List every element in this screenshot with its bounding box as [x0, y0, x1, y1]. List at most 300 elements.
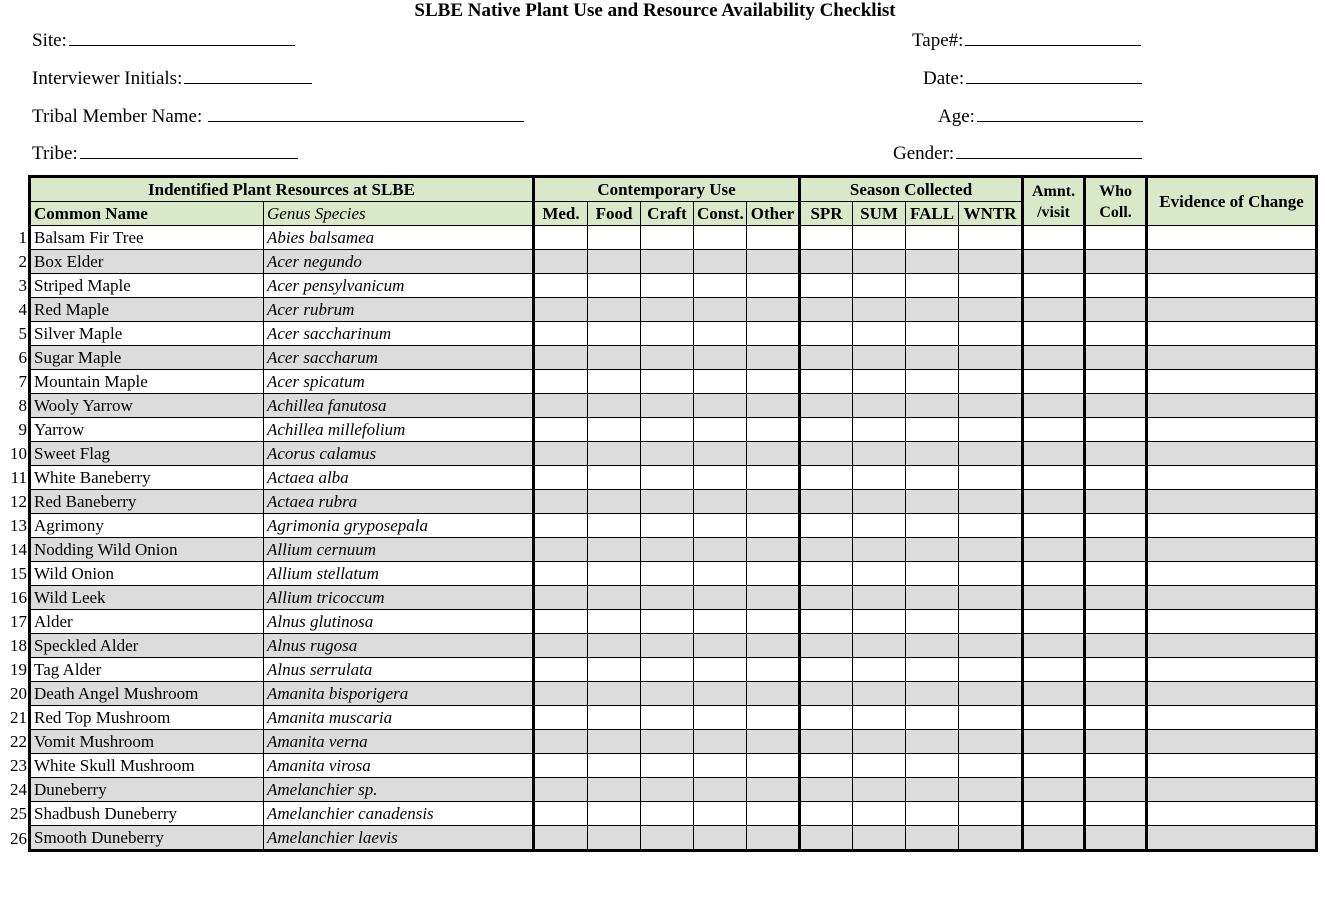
- evidence-entry-cell[interactable]: [1147, 466, 1317, 490]
- const-entry-cell[interactable]: [694, 394, 747, 418]
- spr-entry-cell[interactable]: [800, 610, 853, 634]
- craft-entry-cell[interactable]: [641, 586, 694, 610]
- wntr-entry-cell[interactable]: [959, 418, 1023, 442]
- other-entry-cell[interactable]: [747, 538, 800, 562]
- fall-entry-cell[interactable]: [906, 826, 959, 851]
- evidence-entry-cell[interactable]: [1147, 514, 1317, 538]
- med-entry-cell[interactable]: [534, 418, 588, 442]
- amount-entry-cell[interactable]: [1023, 706, 1085, 730]
- spr-entry-cell[interactable]: [800, 802, 853, 826]
- food-entry-cell[interactable]: [588, 298, 641, 322]
- sum-entry-cell[interactable]: [853, 658, 906, 682]
- amount-entry-cell[interactable]: [1023, 778, 1085, 802]
- fall-entry-cell[interactable]: [906, 754, 959, 778]
- const-entry-cell[interactable]: [694, 418, 747, 442]
- evidence-entry-cell[interactable]: [1147, 730, 1317, 754]
- wntr-entry-cell[interactable]: [959, 634, 1023, 658]
- spr-entry-cell[interactable]: [800, 274, 853, 298]
- sum-entry-cell[interactable]: [853, 370, 906, 394]
- food-entry-cell[interactable]: [588, 802, 641, 826]
- craft-entry-cell[interactable]: [641, 610, 694, 634]
- wntr-entry-cell[interactable]: [959, 658, 1023, 682]
- food-entry-cell[interactable]: [588, 730, 641, 754]
- amount-entry-cell[interactable]: [1023, 346, 1085, 370]
- evidence-entry-cell[interactable]: [1147, 442, 1317, 466]
- const-entry-cell[interactable]: [694, 250, 747, 274]
- evidence-entry-cell[interactable]: [1147, 250, 1317, 274]
- tape-field[interactable]: [912, 27, 1141, 52]
- amount-entry-cell[interactable]: [1023, 634, 1085, 658]
- const-entry-cell[interactable]: [694, 538, 747, 562]
- other-entry-cell[interactable]: [747, 394, 800, 418]
- sum-entry-cell[interactable]: [853, 802, 906, 826]
- wntr-entry-cell[interactable]: [959, 490, 1023, 514]
- other-entry-cell[interactable]: [747, 370, 800, 394]
- med-entry-cell[interactable]: [534, 322, 588, 346]
- food-entry-cell[interactable]: [588, 610, 641, 634]
- who-entry-cell[interactable]: [1085, 826, 1147, 851]
- fall-entry-cell[interactable]: [906, 706, 959, 730]
- spr-entry-cell[interactable]: [800, 730, 853, 754]
- spr-entry-cell[interactable]: [800, 826, 853, 851]
- evidence-entry-cell[interactable]: [1147, 658, 1317, 682]
- food-entry-cell[interactable]: [588, 658, 641, 682]
- const-entry-cell[interactable]: [694, 442, 747, 466]
- evidence-entry-cell[interactable]: [1147, 418, 1317, 442]
- evidence-entry-cell[interactable]: [1147, 274, 1317, 298]
- age-input-line[interactable]: [977, 103, 1143, 122]
- interviewer-field[interactable]: [32, 65, 312, 90]
- craft-entry-cell[interactable]: [641, 226, 694, 250]
- fall-entry-cell[interactable]: [906, 418, 959, 442]
- tribal-member-input-line[interactable]: [208, 103, 524, 122]
- med-entry-cell[interactable]: [534, 778, 588, 802]
- who-entry-cell[interactable]: [1085, 778, 1147, 802]
- med-entry-cell[interactable]: [534, 826, 588, 851]
- fall-entry-cell[interactable]: [906, 802, 959, 826]
- amount-entry-cell[interactable]: [1023, 226, 1085, 250]
- food-entry-cell[interactable]: [588, 562, 641, 586]
- sum-entry-cell[interactable]: [853, 418, 906, 442]
- amount-entry-cell[interactable]: [1023, 298, 1085, 322]
- evidence-entry-cell[interactable]: [1147, 610, 1317, 634]
- wntr-entry-cell[interactable]: [959, 322, 1023, 346]
- spr-entry-cell[interactable]: [800, 658, 853, 682]
- craft-entry-cell[interactable]: [641, 754, 694, 778]
- spr-entry-cell[interactable]: [800, 778, 853, 802]
- med-entry-cell[interactable]: [534, 610, 588, 634]
- evidence-entry-cell[interactable]: [1147, 394, 1317, 418]
- med-entry-cell[interactable]: [534, 562, 588, 586]
- craft-entry-cell[interactable]: [641, 706, 694, 730]
- other-entry-cell[interactable]: [747, 706, 800, 730]
- sum-entry-cell[interactable]: [853, 682, 906, 706]
- fall-entry-cell[interactable]: [906, 730, 959, 754]
- food-entry-cell[interactable]: [588, 370, 641, 394]
- who-entry-cell[interactable]: [1085, 298, 1147, 322]
- craft-entry-cell[interactable]: [641, 466, 694, 490]
- wntr-entry-cell[interactable]: [959, 298, 1023, 322]
- fall-entry-cell[interactable]: [906, 562, 959, 586]
- wntr-entry-cell[interactable]: [959, 826, 1023, 851]
- fall-entry-cell[interactable]: [906, 322, 959, 346]
- other-entry-cell[interactable]: [747, 514, 800, 538]
- const-entry-cell[interactable]: [694, 274, 747, 298]
- spr-entry-cell[interactable]: [800, 706, 853, 730]
- spr-entry-cell[interactable]: [800, 442, 853, 466]
- who-entry-cell[interactable]: [1085, 562, 1147, 586]
- who-entry-cell[interactable]: [1085, 418, 1147, 442]
- wntr-entry-cell[interactable]: [959, 682, 1023, 706]
- fall-entry-cell[interactable]: [906, 298, 959, 322]
- amount-entry-cell[interactable]: [1023, 466, 1085, 490]
- const-entry-cell[interactable]: [694, 802, 747, 826]
- other-entry-cell[interactable]: [747, 442, 800, 466]
- fall-entry-cell[interactable]: [906, 586, 959, 610]
- wntr-entry-cell[interactable]: [959, 586, 1023, 610]
- med-entry-cell[interactable]: [534, 490, 588, 514]
- const-entry-cell[interactable]: [694, 514, 747, 538]
- wntr-entry-cell[interactable]: [959, 394, 1023, 418]
- med-entry-cell[interactable]: [534, 730, 588, 754]
- food-entry-cell[interactable]: [588, 514, 641, 538]
- spr-entry-cell[interactable]: [800, 394, 853, 418]
- wntr-entry-cell[interactable]: [959, 562, 1023, 586]
- craft-entry-cell[interactable]: [641, 418, 694, 442]
- med-entry-cell[interactable]: [534, 538, 588, 562]
- amount-entry-cell[interactable]: [1023, 322, 1085, 346]
- food-entry-cell[interactable]: [588, 634, 641, 658]
- const-entry-cell[interactable]: [694, 634, 747, 658]
- other-entry-cell[interactable]: [747, 466, 800, 490]
- amount-entry-cell[interactable]: [1023, 418, 1085, 442]
- evidence-entry-cell[interactable]: [1147, 370, 1317, 394]
- other-entry-cell[interactable]: [747, 634, 800, 658]
- interviewer-input-line[interactable]: [184, 65, 312, 84]
- const-entry-cell[interactable]: [694, 346, 747, 370]
- other-entry-cell[interactable]: [747, 778, 800, 802]
- date-input-line[interactable]: [966, 65, 1142, 84]
- evidence-entry-cell[interactable]: [1147, 634, 1317, 658]
- const-entry-cell[interactable]: [694, 226, 747, 250]
- const-entry-cell[interactable]: [694, 778, 747, 802]
- const-entry-cell[interactable]: [694, 730, 747, 754]
- amount-entry-cell[interactable]: [1023, 490, 1085, 514]
- const-entry-cell[interactable]: [694, 490, 747, 514]
- fall-entry-cell[interactable]: [906, 682, 959, 706]
- med-entry-cell[interactable]: [534, 658, 588, 682]
- other-entry-cell[interactable]: [747, 226, 800, 250]
- other-entry-cell[interactable]: [747, 682, 800, 706]
- other-entry-cell[interactable]: [747, 298, 800, 322]
- wntr-entry-cell[interactable]: [959, 610, 1023, 634]
- amount-entry-cell[interactable]: [1023, 730, 1085, 754]
- fall-entry-cell[interactable]: [906, 250, 959, 274]
- amount-entry-cell[interactable]: [1023, 610, 1085, 634]
- fall-entry-cell[interactable]: [906, 370, 959, 394]
- craft-entry-cell[interactable]: [641, 298, 694, 322]
- craft-entry-cell[interactable]: [641, 658, 694, 682]
- med-entry-cell[interactable]: [534, 346, 588, 370]
- sum-entry-cell[interactable]: [853, 634, 906, 658]
- evidence-entry-cell[interactable]: [1147, 754, 1317, 778]
- wntr-entry-cell[interactable]: [959, 250, 1023, 274]
- spr-entry-cell[interactable]: [800, 466, 853, 490]
- other-entry-cell[interactable]: [747, 322, 800, 346]
- amount-entry-cell[interactable]: [1023, 514, 1085, 538]
- med-entry-cell[interactable]: [534, 226, 588, 250]
- amount-entry-cell[interactable]: [1023, 586, 1085, 610]
- who-entry-cell[interactable]: [1085, 226, 1147, 250]
- amount-entry-cell[interactable]: [1023, 562, 1085, 586]
- other-entry-cell[interactable]: [747, 418, 800, 442]
- spr-entry-cell[interactable]: [800, 562, 853, 586]
- const-entry-cell[interactable]: [694, 586, 747, 610]
- sum-entry-cell[interactable]: [853, 322, 906, 346]
- food-entry-cell[interactable]: [588, 418, 641, 442]
- med-entry-cell[interactable]: [534, 466, 588, 490]
- food-entry-cell[interactable]: [588, 250, 641, 274]
- fall-entry-cell[interactable]: [906, 514, 959, 538]
- craft-entry-cell[interactable]: [641, 562, 694, 586]
- spr-entry-cell[interactable]: [800, 490, 853, 514]
- fall-entry-cell[interactable]: [906, 226, 959, 250]
- other-entry-cell[interactable]: [747, 802, 800, 826]
- med-entry-cell[interactable]: [534, 802, 588, 826]
- fall-entry-cell[interactable]: [906, 466, 959, 490]
- food-entry-cell[interactable]: [588, 778, 641, 802]
- food-entry-cell[interactable]: [588, 322, 641, 346]
- who-entry-cell[interactable]: [1085, 754, 1147, 778]
- amount-entry-cell[interactable]: [1023, 826, 1085, 851]
- med-entry-cell[interactable]: [534, 514, 588, 538]
- amount-entry-cell[interactable]: [1023, 682, 1085, 706]
- food-entry-cell[interactable]: [588, 394, 641, 418]
- food-entry-cell[interactable]: [588, 466, 641, 490]
- fall-entry-cell[interactable]: [906, 778, 959, 802]
- sum-entry-cell[interactable]: [853, 706, 906, 730]
- sum-entry-cell[interactable]: [853, 754, 906, 778]
- craft-entry-cell[interactable]: [641, 442, 694, 466]
- const-entry-cell[interactable]: [694, 826, 747, 851]
- who-entry-cell[interactable]: [1085, 634, 1147, 658]
- sum-entry-cell[interactable]: [853, 730, 906, 754]
- fall-entry-cell[interactable]: [906, 442, 959, 466]
- evidence-entry-cell[interactable]: [1147, 298, 1317, 322]
- med-entry-cell[interactable]: [534, 250, 588, 274]
- fall-entry-cell[interactable]: [906, 610, 959, 634]
- sum-entry-cell[interactable]: [853, 466, 906, 490]
- fall-entry-cell[interactable]: [906, 394, 959, 418]
- med-entry-cell[interactable]: [534, 298, 588, 322]
- evidence-entry-cell[interactable]: [1147, 802, 1317, 826]
- food-entry-cell[interactable]: [588, 346, 641, 370]
- craft-entry-cell[interactable]: [641, 322, 694, 346]
- other-entry-cell[interactable]: [747, 346, 800, 370]
- other-entry-cell[interactable]: [747, 610, 800, 634]
- craft-entry-cell[interactable]: [641, 370, 694, 394]
- spr-entry-cell[interactable]: [800, 514, 853, 538]
- amount-entry-cell[interactable]: [1023, 370, 1085, 394]
- const-entry-cell[interactable]: [694, 706, 747, 730]
- const-entry-cell[interactable]: [694, 322, 747, 346]
- who-entry-cell[interactable]: [1085, 442, 1147, 466]
- med-entry-cell[interactable]: [534, 682, 588, 706]
- sum-entry-cell[interactable]: [853, 490, 906, 514]
- date-field[interactable]: [923, 65, 1142, 90]
- who-entry-cell[interactable]: [1085, 250, 1147, 274]
- tribal-member-field[interactable]: [32, 103, 524, 128]
- wntr-entry-cell[interactable]: [959, 226, 1023, 250]
- evidence-entry-cell[interactable]: [1147, 226, 1317, 250]
- sum-entry-cell[interactable]: [853, 346, 906, 370]
- sum-entry-cell[interactable]: [853, 226, 906, 250]
- const-entry-cell[interactable]: [694, 298, 747, 322]
- amount-entry-cell[interactable]: [1023, 250, 1085, 274]
- med-entry-cell[interactable]: [534, 634, 588, 658]
- amount-entry-cell[interactable]: [1023, 754, 1085, 778]
- craft-entry-cell[interactable]: [641, 634, 694, 658]
- evidence-entry-cell[interactable]: [1147, 538, 1317, 562]
- evidence-entry-cell[interactable]: [1147, 346, 1317, 370]
- tribe-field[interactable]: [32, 140, 298, 165]
- med-entry-cell[interactable]: [534, 370, 588, 394]
- other-entry-cell[interactable]: [747, 586, 800, 610]
- sum-entry-cell[interactable]: [853, 274, 906, 298]
- const-entry-cell[interactable]: [694, 658, 747, 682]
- sum-entry-cell[interactable]: [853, 586, 906, 610]
- fall-entry-cell[interactable]: [906, 634, 959, 658]
- const-entry-cell[interactable]: [694, 562, 747, 586]
- wntr-entry-cell[interactable]: [959, 274, 1023, 298]
- spr-entry-cell[interactable]: [800, 250, 853, 274]
- who-entry-cell[interactable]: [1085, 586, 1147, 610]
- wntr-entry-cell[interactable]: [959, 346, 1023, 370]
- other-entry-cell[interactable]: [747, 826, 800, 851]
- who-entry-cell[interactable]: [1085, 706, 1147, 730]
- food-entry-cell[interactable]: [588, 490, 641, 514]
- other-entry-cell[interactable]: [747, 754, 800, 778]
- who-entry-cell[interactable]: [1085, 610, 1147, 634]
- food-entry-cell[interactable]: [588, 826, 641, 851]
- who-entry-cell[interactable]: [1085, 730, 1147, 754]
- food-entry-cell[interactable]: [588, 442, 641, 466]
- other-entry-cell[interactable]: [747, 274, 800, 298]
- amount-entry-cell[interactable]: [1023, 442, 1085, 466]
- food-entry-cell[interactable]: [588, 682, 641, 706]
- food-entry-cell[interactable]: [588, 754, 641, 778]
- sum-entry-cell[interactable]: [853, 610, 906, 634]
- spr-entry-cell[interactable]: [800, 226, 853, 250]
- wntr-entry-cell[interactable]: [959, 754, 1023, 778]
- gender-field[interactable]: [893, 140, 1142, 165]
- sum-entry-cell[interactable]: [853, 442, 906, 466]
- craft-entry-cell[interactable]: [641, 250, 694, 274]
- food-entry-cell[interactable]: [588, 538, 641, 562]
- spr-entry-cell[interactable]: [800, 754, 853, 778]
- evidence-entry-cell[interactable]: [1147, 562, 1317, 586]
- wntr-entry-cell[interactable]: [959, 442, 1023, 466]
- amount-entry-cell[interactable]: [1023, 802, 1085, 826]
- who-entry-cell[interactable]: [1085, 466, 1147, 490]
- craft-entry-cell[interactable]: [641, 274, 694, 298]
- craft-entry-cell[interactable]: [641, 682, 694, 706]
- who-entry-cell[interactable]: [1085, 394, 1147, 418]
- site-field[interactable]: [32, 27, 295, 52]
- food-entry-cell[interactable]: [588, 226, 641, 250]
- const-entry-cell[interactable]: [694, 370, 747, 394]
- fall-entry-cell[interactable]: [906, 346, 959, 370]
- med-entry-cell[interactable]: [534, 754, 588, 778]
- evidence-entry-cell[interactable]: [1147, 490, 1317, 514]
- who-entry-cell[interactable]: [1085, 322, 1147, 346]
- other-entry-cell[interactable]: [747, 562, 800, 586]
- who-entry-cell[interactable]: [1085, 658, 1147, 682]
- fall-entry-cell[interactable]: [906, 658, 959, 682]
- med-entry-cell[interactable]: [534, 442, 588, 466]
- med-entry-cell[interactable]: [534, 706, 588, 730]
- med-entry-cell[interactable]: [534, 586, 588, 610]
- spr-entry-cell[interactable]: [800, 298, 853, 322]
- who-entry-cell[interactable]: [1085, 514, 1147, 538]
- sum-entry-cell[interactable]: [853, 826, 906, 851]
- wntr-entry-cell[interactable]: [959, 514, 1023, 538]
- other-entry-cell[interactable]: [747, 658, 800, 682]
- wntr-entry-cell[interactable]: [959, 706, 1023, 730]
- who-entry-cell[interactable]: [1085, 538, 1147, 562]
- who-entry-cell[interactable]: [1085, 370, 1147, 394]
- wntr-entry-cell[interactable]: [959, 370, 1023, 394]
- craft-entry-cell[interactable]: [641, 730, 694, 754]
- evidence-entry-cell[interactable]: [1147, 778, 1317, 802]
- med-entry-cell[interactable]: [534, 274, 588, 298]
- site-input-line[interactable]: [69, 27, 295, 46]
- spr-entry-cell[interactable]: [800, 346, 853, 370]
- craft-entry-cell[interactable]: [641, 514, 694, 538]
- spr-entry-cell[interactable]: [800, 538, 853, 562]
- who-entry-cell[interactable]: [1085, 274, 1147, 298]
- sum-entry-cell[interactable]: [853, 298, 906, 322]
- food-entry-cell[interactable]: [588, 274, 641, 298]
- const-entry-cell[interactable]: [694, 610, 747, 634]
- sum-entry-cell[interactable]: [853, 514, 906, 538]
- tape-input-line[interactable]: [965, 27, 1141, 46]
- who-entry-cell[interactable]: [1085, 802, 1147, 826]
- who-entry-cell[interactable]: [1085, 490, 1147, 514]
- const-entry-cell[interactable]: [694, 754, 747, 778]
- wntr-entry-cell[interactable]: [959, 802, 1023, 826]
- other-entry-cell[interactable]: [747, 250, 800, 274]
- craft-entry-cell[interactable]: [641, 490, 694, 514]
- evidence-entry-cell[interactable]: [1147, 826, 1317, 851]
- spr-entry-cell[interactable]: [800, 634, 853, 658]
- craft-entry-cell[interactable]: [641, 778, 694, 802]
- evidence-entry-cell[interactable]: [1147, 322, 1317, 346]
- sum-entry-cell[interactable]: [853, 394, 906, 418]
- wntr-entry-cell[interactable]: [959, 538, 1023, 562]
- craft-entry-cell[interactable]: [641, 394, 694, 418]
- food-entry-cell[interactable]: [588, 586, 641, 610]
- fall-entry-cell[interactable]: [906, 538, 959, 562]
- evidence-entry-cell[interactable]: [1147, 706, 1317, 730]
- who-entry-cell[interactable]: [1085, 346, 1147, 370]
- craft-entry-cell[interactable]: [641, 802, 694, 826]
- spr-entry-cell[interactable]: [800, 586, 853, 610]
- food-entry-cell[interactable]: [588, 706, 641, 730]
- amount-entry-cell[interactable]: [1023, 394, 1085, 418]
- evidence-entry-cell[interactable]: [1147, 586, 1317, 610]
- med-entry-cell[interactable]: [534, 394, 588, 418]
